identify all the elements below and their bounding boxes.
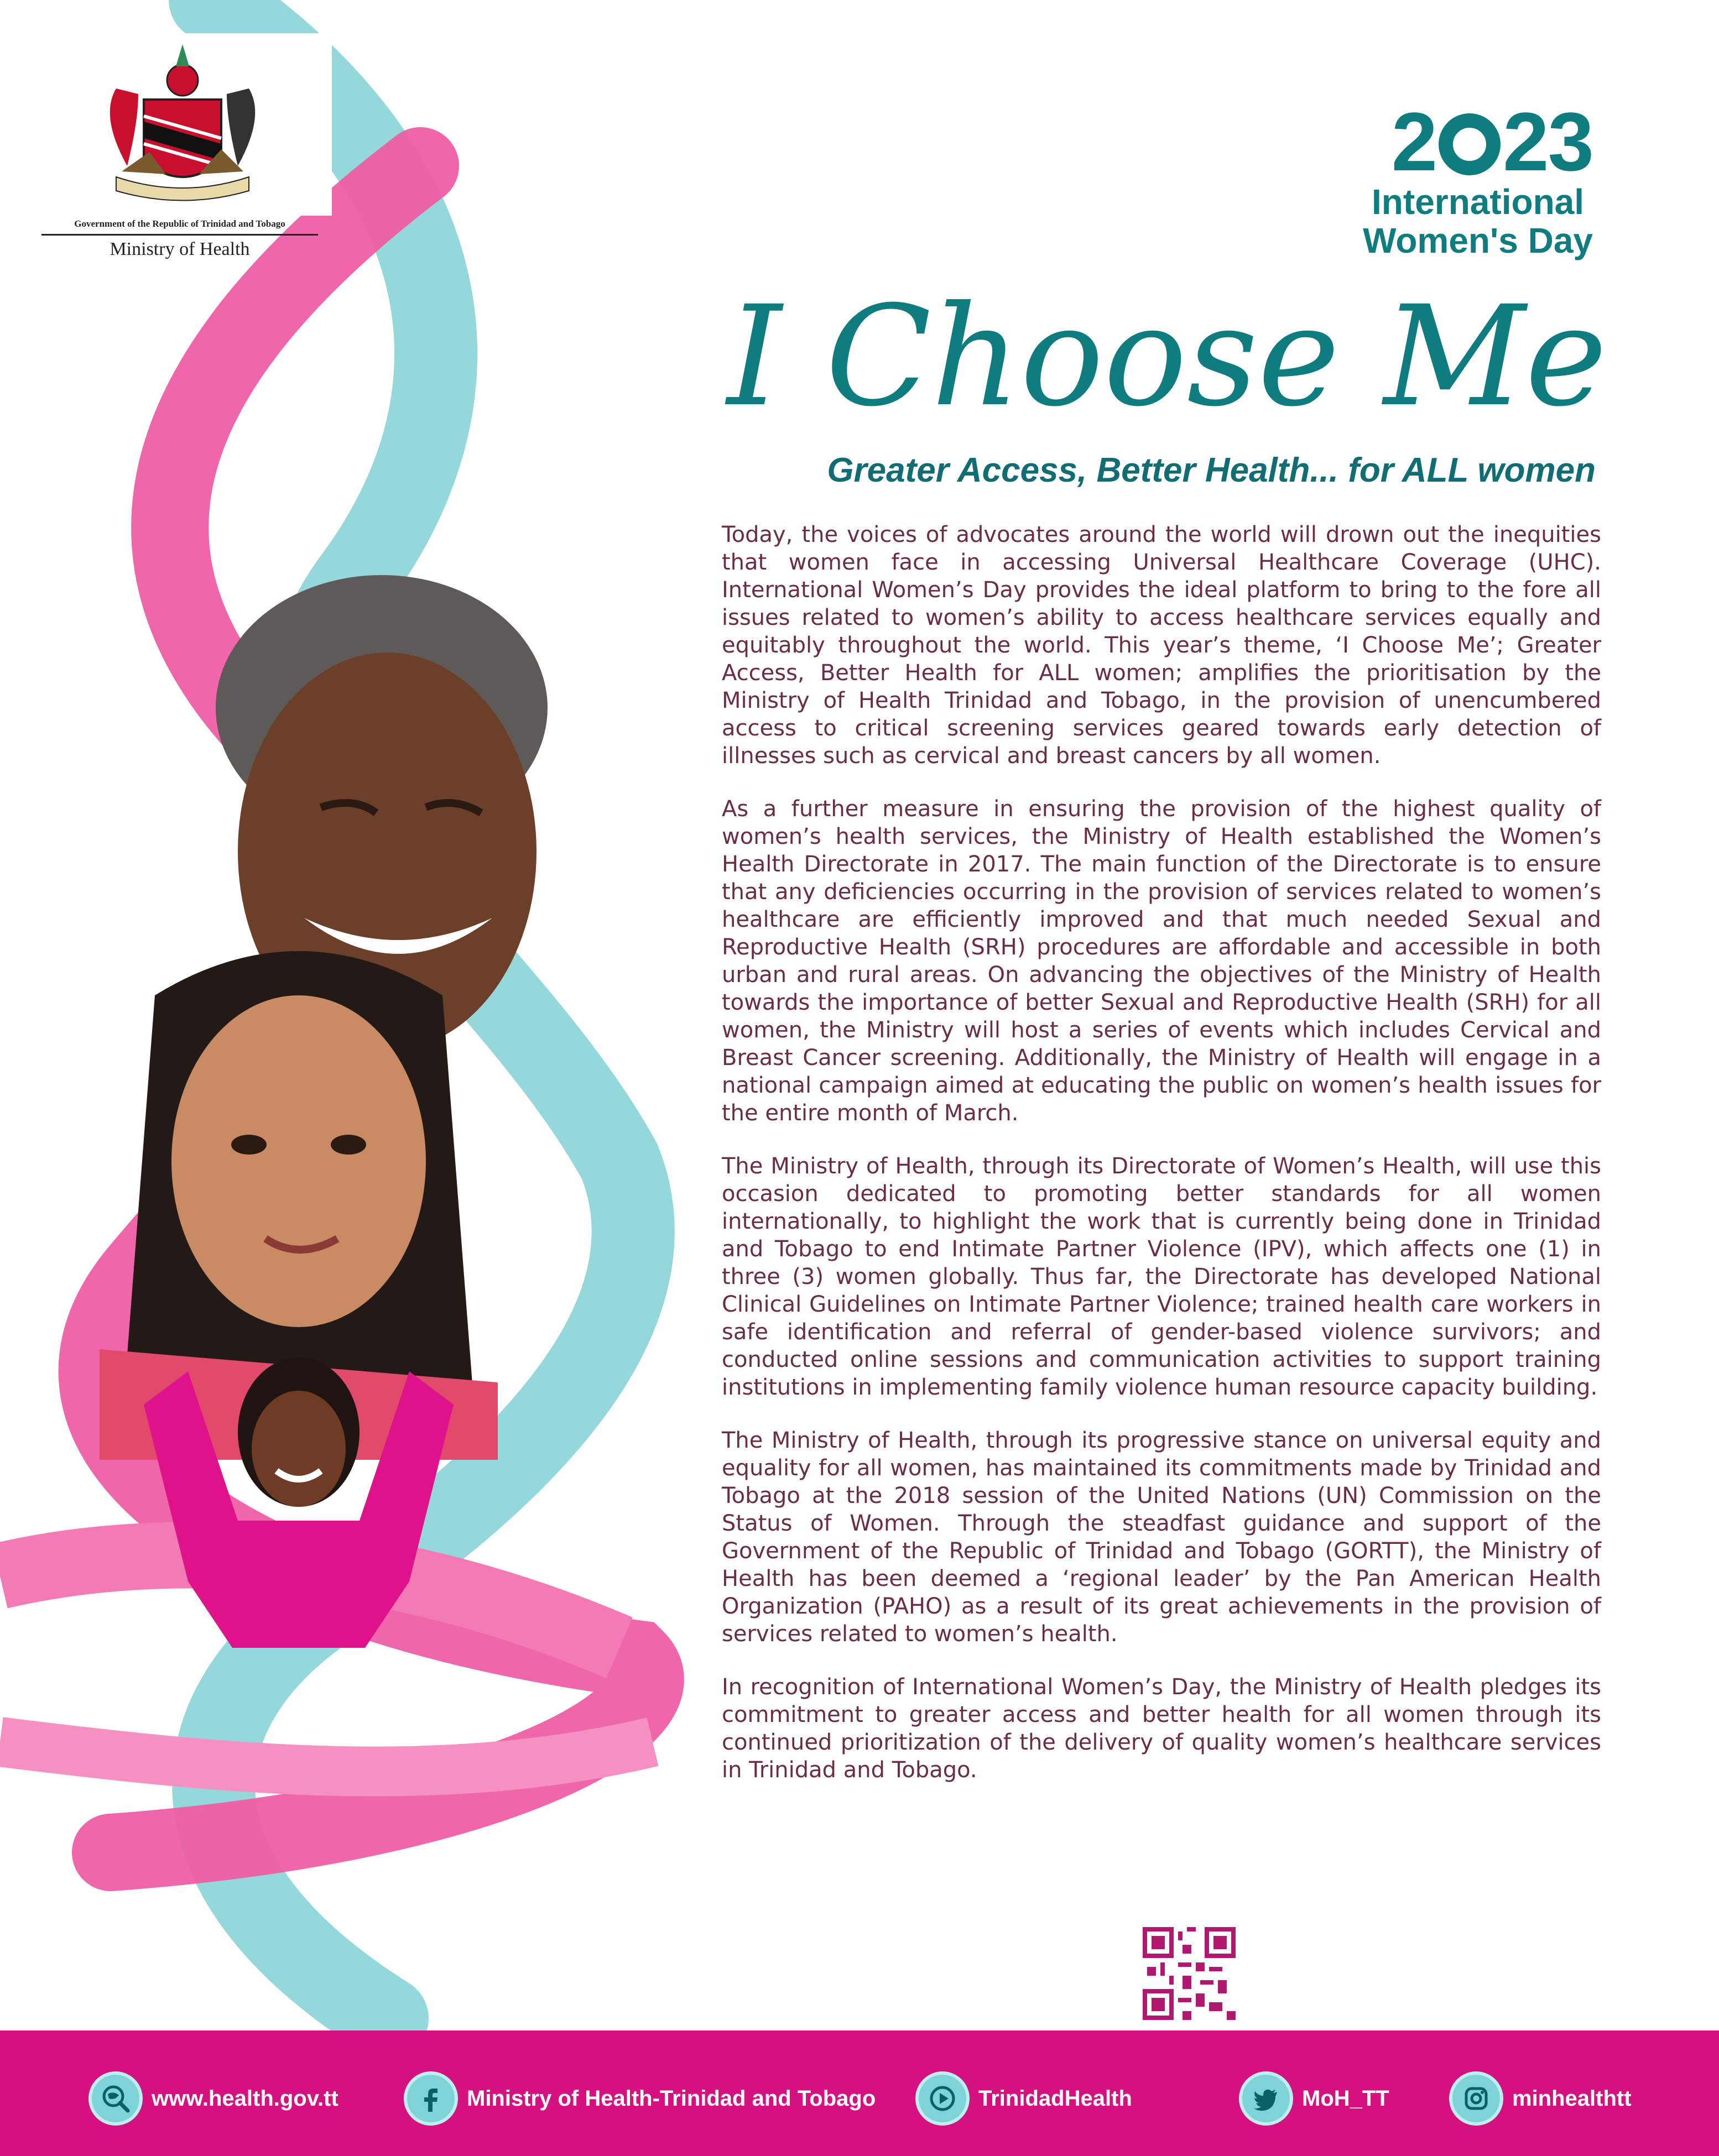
qr-code[interactable] xyxy=(1143,1927,1236,2020)
year-2023 xyxy=(1392,94,1593,190)
paragraph-1: Today, the voices of advocates around the world will drown out the inequities that women face in accessing Universal Healthcare Coverage (UHC). International Women’s Day provides the ideal platform to bring to the fore all issues related to women’s ability to access healthcare services equally and equitably throughout the world. This year’s theme, ‘I Choose Me’; Greater Access, Better Health for ALL women; amplifies the prioritisation by the Ministry of Health Trinidad and Tobago, in the provision of unencumbered access to critical screening services geared towards early detection of illnesses such as cervical and breast cancers by all women. xyxy=(722,522,1601,769)
ministry-name: Ministry of Health xyxy=(110,239,250,259)
footer-facebook-link[interactable] xyxy=(404,2071,876,2126)
youtube-label: TrinidadHealth xyxy=(978,2086,1132,2111)
twitter-label: MoH_TT xyxy=(1302,2086,1389,2111)
footer-youtube-link[interactable] xyxy=(915,2071,1132,2126)
government-line: Government of the Republic of Trinidad and Tobago xyxy=(41,218,318,236)
twitter-bird-icon xyxy=(1239,2071,1293,2126)
footer-twitter-link[interactable] xyxy=(1239,2071,1389,2126)
instagram-label: minhealthtt xyxy=(1512,2086,1632,2111)
event-line-2: Women's Day xyxy=(1363,221,1593,260)
paragraph-5: In recognition of International Women’s Day, the Ministry of Health pledges its commitment to greater access and better health for all women through its continued prioritization of the delivery of quality women’s healthcare services in Trinidad and Tobago. xyxy=(722,1674,1601,1783)
instagram-icon xyxy=(1449,2071,1503,2126)
year-suffix: 23 xyxy=(1503,95,1593,188)
gender-symbol-icon xyxy=(1439,113,1501,175)
footer-instagram-link[interactable] xyxy=(1449,2071,1632,2126)
event-line-1: International xyxy=(1372,182,1585,222)
paragraph-4: The Ministry of Health, through its progressive stance on universal equity and equality for all women, has maintained its commitments made by Trinidad and Tobago at the 2018 session of the United Nations (UN) Commission on the Status of Women. Through the steadfast guidance and support of the Government of the Republic of Trinidad and Tobago (GORTT), the Ministry of Health has been deemed a ‘regional leader’ by the Pan American Health Organization (PAHO) as a result of its great achievements in the provision of services related to women’s health. xyxy=(722,1428,1601,1647)
woman-flexing-photo xyxy=(111,1338,487,1670)
globe-search-icon xyxy=(88,2071,143,2126)
campaign-subtitle: Greater Access, Better Health... for ALL women xyxy=(827,451,1596,489)
year-prefix: 2 xyxy=(1391,95,1437,188)
paragraph-3: The Ministry of Health, through its Directorate of Women’s Health, will use this occasion dedicated to promoting better standards for all women internationally, to highlight the work that is currently being done in Trinidad and Tobago to end Intimate Partner Violence (IPV), which affects one (1) in three (3) women globally. Thus far, the Directorate has developed National Clinical Guidelines on Intimate Partner Violence; trained health care workers in safe identification and referral of gender-based violence survivors; and conducted online sessions and communication activities to support training institutions in implementing family violence human resource capacity building. xyxy=(722,1153,1601,1400)
facebook-icon xyxy=(404,2071,458,2126)
campaign-title: I Choose Me xyxy=(727,276,1607,437)
paragraph-2: As a further measure in ensuring the provision of the highest quality of women’s health services, the Ministry of Health established the Women’s Health Directorate in 2017. The main function of the Directorate is to ensure that any deficiencies occurring in the provision of services related to women’s healthcare are efficiently improved and that much needed Sexual and Reproductive Health (SRH) procedures are affordable and accessible in both urban and rural areas. On advancing the objectives of the Ministry of Health towards the importance of better Sexual and Reproductive Health (SRH) for all women, the Ministry will host a series of events which includes Cervical and Breast Cancer screening. Additionally, the Ministry of Health will engage in a national campaign aimed at educating the public on women’s health issues for the entire month of March. xyxy=(722,796,1601,1126)
website-label: www.health.gov.tt xyxy=(152,2086,338,2111)
youtube-play-icon xyxy=(915,2071,970,2126)
event-name xyxy=(1363,182,1593,260)
facebook-label: Ministry of Health-Trinidad and Tobago xyxy=(467,2086,876,2111)
footer-website-link[interactable] xyxy=(88,2071,338,2126)
article-body xyxy=(722,521,1601,1809)
